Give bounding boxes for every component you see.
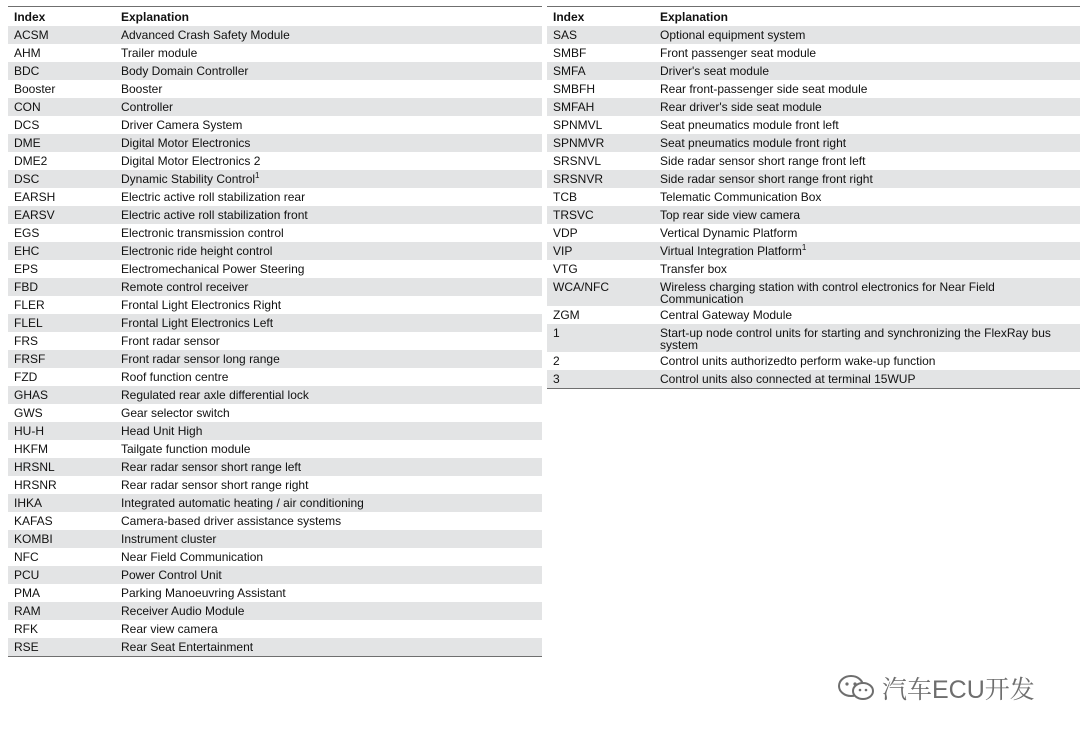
table-row [547, 188, 1080, 206]
index-cell: FZD [14, 370, 38, 384]
explanation-cell [115, 566, 542, 584]
index-cell: ZGM [553, 308, 580, 322]
explanation-text: Telematic Communication Box [660, 190, 822, 204]
explanation-cell [654, 26, 1080, 44]
index-cell: BDC [8, 62, 115, 80]
explanation-text: Digital Motor Electronics 2 [121, 154, 261, 168]
explanation-text: Controller [121, 100, 174, 114]
explanation-cell [654, 242, 1080, 260]
table-row [8, 602, 542, 620]
table-row [8, 566, 542, 584]
table-row [547, 80, 1080, 98]
index-cell: EPS [14, 262, 39, 276]
index-cell: SMBF [553, 46, 587, 60]
index-cell: PCU [8, 566, 115, 584]
explanation-cell [115, 368, 542, 386]
index-cell: PMA [14, 586, 41, 600]
table-row [8, 152, 542, 170]
index-cell: EGS [14, 226, 40, 240]
table-row [547, 278, 1080, 306]
legend-table-left [8, 6, 542, 657]
explanation-cell [654, 98, 1080, 116]
index-cell: FLEL [8, 314, 115, 332]
index-cell: AHM [14, 46, 41, 60]
explanation-text: Receiver Audio Module [121, 604, 245, 618]
table-row [547, 206, 1080, 224]
table-row [547, 152, 1080, 170]
explanation-text: Central Gateway Module [660, 308, 793, 322]
explanation-text: Power Control Unit [121, 568, 222, 582]
table-row [547, 170, 1080, 188]
table-row [547, 26, 1080, 44]
index-cell: 2 [553, 354, 560, 368]
explanation-text: Roof function centre [121, 370, 229, 384]
table-row [8, 26, 542, 44]
watermark [836, 670, 1056, 706]
explanation-text: Advanced Crash Safety Module [121, 28, 290, 42]
explanation-cell [115, 512, 542, 530]
table-row [8, 242, 542, 260]
explanation-text: Body Domain Controller [121, 64, 249, 78]
table-row [8, 80, 542, 98]
table-row [547, 352, 1080, 370]
table-row [547, 242, 1080, 260]
table-row [8, 62, 542, 80]
index-cell: SPNMVL [553, 118, 603, 132]
explanation-text: Rear view camera [121, 622, 218, 636]
explanation-cell [654, 134, 1080, 152]
index-cell: SRSNVR [547, 170, 654, 188]
explanation-cell [115, 152, 542, 170]
explanation-cell [654, 62, 1080, 80]
explanation-cell [115, 602, 542, 620]
explanation-text: Electric active roll stabilization rear [121, 190, 306, 204]
explanation-text: Side radar sensor short range front right [660, 172, 873, 186]
index-cell: RFK [14, 622, 38, 636]
explanation-text: Parking Manoeuvring Assistant [121, 586, 286, 600]
table-row [8, 638, 542, 656]
legend-table-right [547, 6, 1080, 389]
table-row [8, 530, 542, 548]
explanation-cell [115, 134, 542, 152]
index-cell: TCB [553, 190, 577, 204]
table-row [8, 278, 542, 296]
index-cell: RSE [8, 638, 115, 656]
table-row [547, 306, 1080, 324]
explanation-text: Digital Motor Electronics [121, 136, 251, 150]
table-row [547, 116, 1080, 134]
table-row [8, 404, 542, 422]
table-row [8, 188, 542, 206]
explanation-text: Rear radar sensor short range right [121, 478, 309, 492]
explanation-cell [115, 80, 542, 98]
explanation-text: Seat pneumatics module front right [660, 136, 847, 150]
explanation-cell [654, 260, 1080, 278]
index-cell: DME [8, 134, 115, 152]
explanation-text: Trailer module [121, 46, 198, 60]
table-row [8, 458, 542, 476]
explanation-text: Driver Camera System [121, 118, 243, 132]
index-cell: VIP [547, 242, 654, 260]
index-cell: Booster [14, 82, 56, 96]
index-cell: EHC [8, 242, 115, 260]
table-row [547, 224, 1080, 242]
explanation-text: Virtual Integration Platform [660, 244, 802, 258]
table-row [8, 350, 542, 368]
explanation-text: Side radar sensor short range front left [660, 154, 866, 168]
explanation-text: Head Unit High [121, 424, 203, 438]
index-cell: WCA/NFC [547, 278, 654, 306]
explanation-text: Rear front-passenger side seat module [660, 82, 868, 96]
index-cell: 3 [547, 370, 654, 388]
index-cell: KAFAS [14, 514, 53, 528]
explanation-cell [654, 306, 1080, 324]
table-row [8, 296, 542, 314]
explanation-text: Instrument cluster [121, 532, 217, 546]
index-cell: SMFA [547, 62, 654, 80]
explanation-text: Vertical Dynamic Platform [660, 226, 798, 240]
explanation-text: Front radar sensor long range [121, 352, 280, 366]
explanation-text: Control units also connected at terminal 15WUP [660, 372, 916, 386]
explanation-cell [115, 278, 542, 296]
explanation-cell [654, 152, 1080, 170]
explanation-cell [115, 26, 542, 44]
explanation-text: Near Field Communication [121, 550, 264, 564]
explanation-text: Front passenger seat module [660, 46, 817, 60]
explanation-text: Electronic ride height control [121, 244, 273, 258]
table-row [8, 116, 542, 134]
index-cell: SMFAH [547, 98, 654, 116]
explanation-cell [654, 44, 1080, 62]
explanation-cell [115, 476, 542, 494]
index-cell: FBD [8, 278, 115, 296]
explanation-cell [115, 296, 542, 314]
explanation-cell [115, 494, 542, 512]
explanation-cell [654, 80, 1080, 98]
index-cell: DCS [14, 118, 40, 132]
index-cell: FRSF [8, 350, 115, 368]
index-cell: DSC [8, 170, 115, 188]
table-row [8, 134, 542, 152]
table-row [8, 494, 542, 512]
explanation-text: Front radar sensor [121, 334, 220, 348]
explanation-cell [115, 242, 542, 260]
index-cell: 1 [547, 324, 654, 352]
explanation-cell [115, 404, 542, 422]
header-index: Index [547, 7, 654, 27]
explanation-cell [115, 530, 542, 548]
explanation-cell [115, 440, 542, 458]
explanation-cell [654, 224, 1080, 242]
table-row [8, 548, 542, 566]
table-row [547, 62, 1080, 80]
explanation-cell [115, 332, 542, 350]
explanation-cell [654, 324, 1080, 352]
explanation-text: Frontal Light Electronics Right [121, 298, 282, 312]
index-cell: VTG [553, 262, 578, 276]
explanation-text: Tailgate function module [121, 442, 251, 456]
wechat-icon [836, 673, 876, 703]
explanation-text: Rear radar sensor short range left [121, 460, 302, 474]
explanation-cell [115, 44, 542, 62]
explanation-text: Top rear side view camera [660, 208, 801, 222]
index-cell: HRSNR [14, 478, 57, 492]
explanation-cell [115, 314, 542, 332]
explanation-text: Driver's seat module [660, 64, 769, 78]
index-cell: HKFM [14, 442, 48, 456]
explanation-cell [115, 638, 542, 656]
table-row [8, 476, 542, 494]
header-index: Index [8, 7, 115, 27]
index-cell: SAS [547, 26, 654, 44]
explanation-cell [115, 548, 542, 566]
explanation-cell [115, 188, 542, 206]
explanation-text: Start-up node control units for starting and synchronizing the FlexRay bus system [660, 326, 1051, 352]
explanation-cell [115, 386, 542, 404]
index-cell: SMBFH [553, 82, 595, 96]
header-explanation: Explanation [654, 7, 1080, 27]
watermark-text: 汽车ECU开发 [882, 676, 1035, 704]
table-row [547, 134, 1080, 152]
index-cell: FRS [14, 334, 38, 348]
explanation-cell [115, 206, 542, 224]
table-row [8, 368, 542, 386]
index-cell: ACSM [8, 26, 115, 44]
table-row [8, 170, 542, 188]
explanation-cell [115, 98, 542, 116]
index-cell: RAM [8, 602, 115, 620]
index-cell: KOMBI [8, 530, 115, 548]
explanation-cell [115, 584, 542, 602]
explanation-cell [115, 224, 542, 242]
index-cell: IHKA [8, 494, 115, 512]
explanation-text: Electromechanical Power Steering [121, 262, 305, 276]
table-row [8, 422, 542, 440]
index-cell: SRSNVL [553, 154, 602, 168]
index-cell: FLER [14, 298, 45, 312]
index-cell: TRSVC [547, 206, 654, 224]
explanation-text: Optional equipment system [660, 28, 806, 42]
explanation-text: Wireless charging station with control electronics for Near Field Communication [660, 280, 995, 306]
explanation-cell [654, 370, 1080, 388]
explanation-text: Dynamic Stability Control [121, 172, 256, 186]
explanation-text: Integrated automatic heating / air conditioning [121, 496, 364, 510]
explanation-text: Rear driver's side seat module [660, 100, 822, 114]
index-cell: EARSV [8, 206, 115, 224]
index-cell: DME2 [14, 154, 48, 168]
table-row [8, 512, 542, 530]
table-row [8, 620, 542, 638]
index-cell: SPNMVR [547, 134, 654, 152]
index-cell: NFC [14, 550, 39, 564]
explanation-text: Seat pneumatics module front left [660, 118, 839, 132]
index-cell: GHAS [8, 386, 115, 404]
explanation-cell [654, 352, 1080, 370]
table-row [8, 386, 542, 404]
explanation-text: Transfer box [660, 262, 727, 276]
explanation-cell [115, 458, 542, 476]
explanation-cell [654, 206, 1080, 224]
header-row [8, 7, 542, 27]
explanation-text: Booster [121, 82, 163, 96]
explanation-text: Electric active roll stabilization front [121, 208, 308, 222]
explanation-cell [115, 260, 542, 278]
table-row [547, 260, 1080, 278]
table-row [8, 584, 542, 602]
explanation-cell [115, 422, 542, 440]
explanation-cell [115, 62, 542, 80]
table-row [8, 206, 542, 224]
table-row [547, 370, 1080, 388]
table-row [8, 314, 542, 332]
explanation-text: Remote control receiver [121, 280, 249, 294]
explanation-cell [115, 116, 542, 134]
table-row [8, 98, 542, 116]
explanation-text: Frontal Light Electronics Left [121, 316, 274, 330]
explanation-cell [654, 170, 1080, 188]
table-row [547, 44, 1080, 62]
header-row [547, 7, 1080, 27]
explanation-cell [654, 188, 1080, 206]
index-cell: HU-H [8, 422, 115, 440]
explanation-text: Regulated rear axle differential lock [121, 388, 309, 402]
explanation-text: Electronic transmission control [121, 226, 284, 240]
footnote-marker: 1 [801, 243, 807, 252]
explanation-text: Camera-based driver assistance systems [121, 514, 342, 528]
index-cell: VDP [553, 226, 578, 240]
explanation-cell [115, 170, 542, 188]
table-row [8, 440, 542, 458]
explanation-cell [654, 116, 1080, 134]
index-cell: EARSH [14, 190, 56, 204]
explanation-cell [115, 620, 542, 638]
index-cell: HRSNL [8, 458, 115, 476]
table-row [8, 224, 542, 242]
table-row [8, 44, 542, 62]
explanation-text: Rear Seat Entertainment [121, 640, 254, 654]
index-cell: CON [8, 98, 115, 116]
footnote-marker: 1 [255, 171, 260, 180]
table-row [547, 98, 1080, 116]
explanation-cell [115, 350, 542, 368]
table-row [8, 332, 542, 350]
table-row [547, 324, 1080, 352]
explanation-cell [654, 278, 1080, 306]
header-explanation: Explanation [115, 7, 542, 27]
explanation-text: Gear selector switch [121, 406, 230, 420]
index-cell: GWS [14, 406, 43, 420]
table-row [8, 260, 542, 278]
explanation-text: Control units authorizedto perform wake-up function [660, 354, 936, 368]
